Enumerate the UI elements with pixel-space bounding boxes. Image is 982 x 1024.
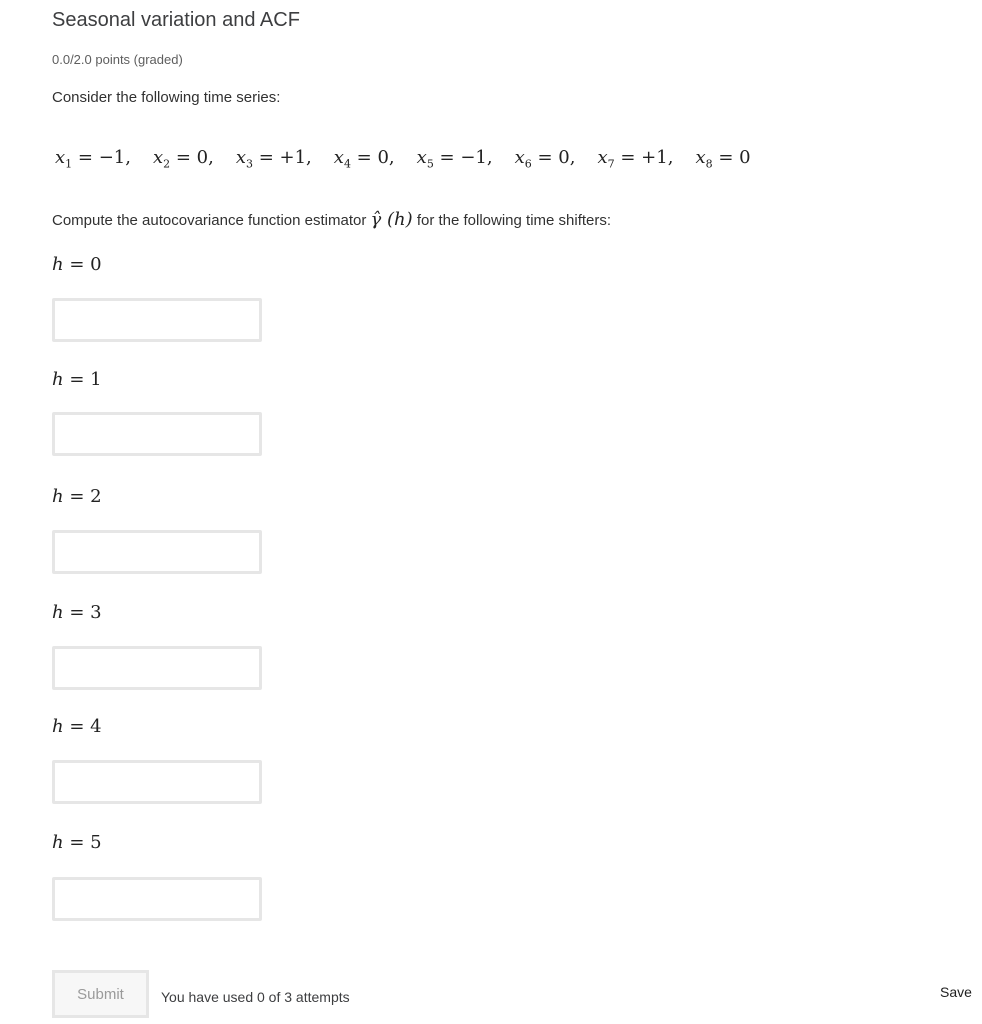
series-term: $x_1 = -1$, [55,147,131,171]
h2-answer-input[interactable] [52,530,262,574]
h5-label: h = 5 [52,832,102,853]
series-term: $x_5 = -1$, [416,147,493,171]
series-term: $x_7 = +1$, [597,147,674,171]
attempts-status: You have used 0 of 3 attempts [161,989,350,1005]
problem-intro: Consider the following time series: [52,89,281,106]
save-button[interactable]: Save [940,984,972,1000]
series-term: $x_8 = 0$ [695,147,751,171]
series-term: $x_3 = +1$, [235,147,312,171]
points-label: 0.0/2.0 points (graded) [52,52,183,67]
h5-answer-input[interactable] [52,877,262,921]
h3-answer-input[interactable] [52,646,262,690]
compute-suffix: for the following time shifters: [416,212,612,229]
h1-answer-input[interactable] [52,412,262,456]
submit-button[interactable]: Submit [52,970,149,1018]
series-term: $x_2 = 0$, [152,147,214,171]
h3-label: h = 3 [52,602,102,623]
h0-label: h = 0 [52,254,102,275]
h4-label: h = 4 [52,716,102,737]
time-series-equation [55,147,751,171]
page-title: Seasonal variation and ACF [52,9,300,31]
h2-label: h = 2 [52,486,102,507]
h0-answer-input[interactable] [52,298,262,342]
compute-instruction [52,209,611,230]
h4-answer-input[interactable] [52,760,262,804]
compute-prefix: Compute the autocovariance function estimator [52,212,367,229]
series-term: $x_6 = 0$, [514,147,576,171]
h1-label: h = 1 [52,369,102,390]
estimator-symbol: γ̂ (h) [370,209,413,230]
series-term: $x_4 = 0$, [333,147,395,171]
